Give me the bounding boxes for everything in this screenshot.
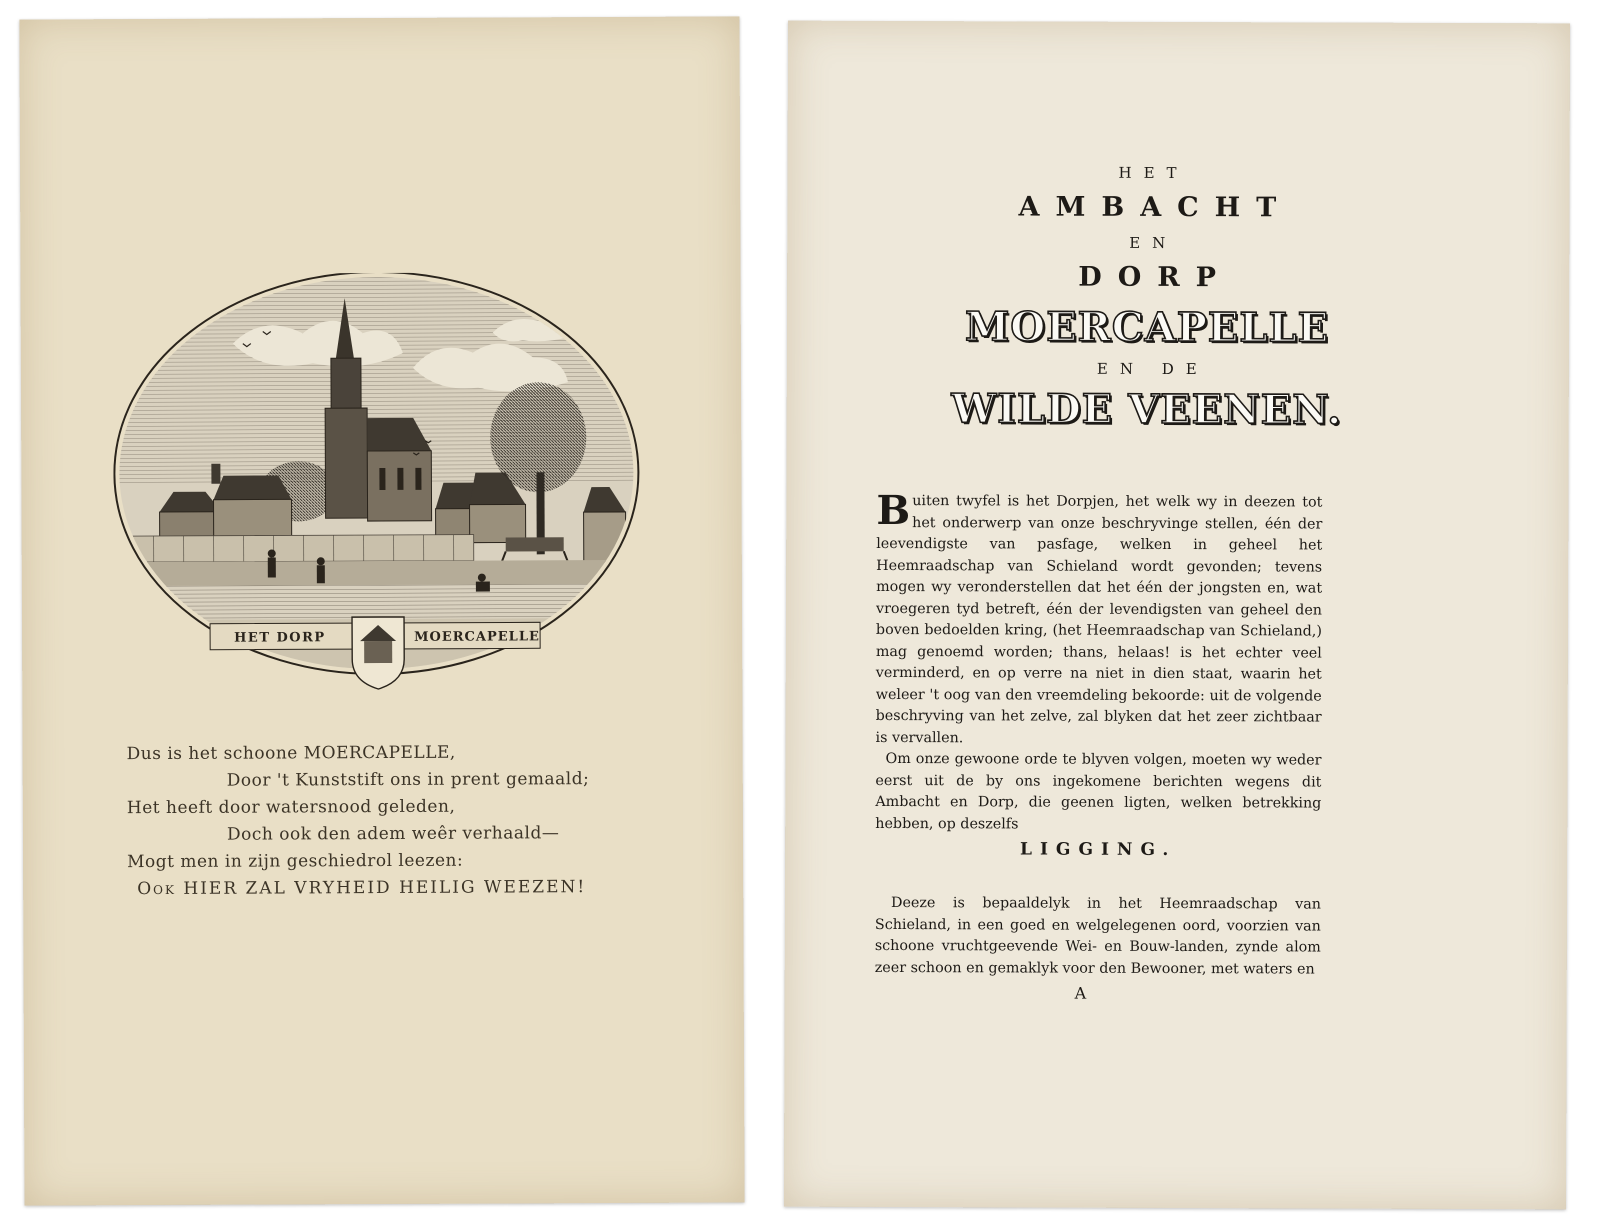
verse-line-1: Dus is het schoone MOERCAPELLE, (126, 742, 456, 765)
paragraph-3: Deeze is bepaaldelyk in het Heemraadschap van Schieland, in een goed en welgelegenen oord, voorzien van schoone vruchtgeevende Wei- en Bouw-landen, zynde alom zeer schoon en gemaklyk voor den Bewooner, met waters en (874, 895, 1322, 977)
drop-cap: B (876, 486, 911, 535)
plate-caption-left: HET DORP (234, 630, 326, 646)
right-page (784, 21, 1570, 1210)
section-heading-ligging: LIGGING. (1020, 839, 1177, 860)
title-moercapelle: MOERCAPELLE (964, 303, 1330, 352)
plate-caption-right: MOERCAPELLE (414, 629, 540, 645)
paragraph-1-text: uiten twyfel is het Dorpjen, het welk wy in deezen tot het onderwerp van onze beschryvinge stellen, één der leevendigste van pasfage, welken in geheel het Heemraadschap van Schieland wordt gevonden; tevens mogen wy veronderstellen dat het één der jongsten en, wat vroegeren tyd betreft, één der levendigsten van geheel den boven bedoelden kring, (het Heemraadschap van Schieland,) mag genoemd worden; thans, helaas! is het echter veel verminderd, en op verre na niet in dien staat, waarin het weleer 't oog van den vreemdeling bekoorde: uit de volgende beschryving van het zelve, zal blyken dat het zeer zichtbaar is vervallen. (875, 493, 1323, 746)
verse-line-2: Door 't Kunststift ons in prent gemaald; (226, 769, 590, 791)
title-en: EN (1129, 233, 1178, 252)
title-en-de: EN DE (1096, 359, 1209, 379)
engraving-scene (113, 272, 653, 704)
body-text-ligging (875, 893, 1321, 981)
engraving-plate (113, 272, 653, 704)
left-page (19, 16, 744, 1205)
signature-mark: A (1074, 983, 1087, 1003)
paragraph-1 (875, 486, 1323, 751)
title-dorp: DORP (1078, 261, 1233, 294)
title-wilde-veenen: WILDE VEENEN. (951, 385, 1343, 434)
title-het: HET (1118, 163, 1189, 183)
verse-line-3: Het heeft door watersnood geleden, (126, 796, 456, 819)
verse-block (127, 739, 648, 903)
verse-line-6: Ook HIER ZAL VRYHEID HEILIG WEEZEN! (137, 877, 587, 900)
title-block (847, 159, 1448, 439)
paragraph-2: Om onze gewoone orde te blyven volgen, moeten wy weder eerst uit de by ons ingekomene berichten wegens dit Ambacht en Dorp, die geenen ligten, welken betrekking hebben, op deszelfs (875, 750, 1322, 832)
verse-line-4: Doch ook den adem weêr verhaald— (226, 823, 560, 845)
body-text-main (875, 486, 1323, 837)
verse-line-5: Mogt men in zijn geschiedrol leezen: (127, 850, 464, 873)
title-ambacht: AMBACHT (1018, 191, 1293, 224)
